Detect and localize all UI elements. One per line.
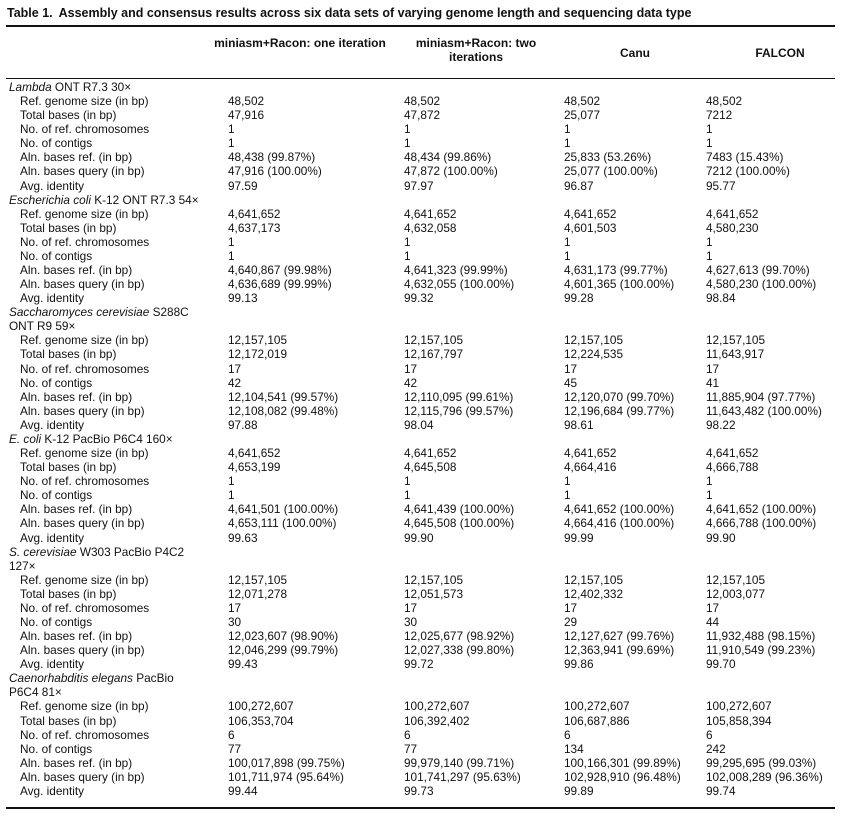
table-caption xyxy=(7,5,691,21)
metric-label: Aln. bases ref. (in bp) xyxy=(20,389,133,404)
table-cell: 12,196,684 (99.77%) xyxy=(564,403,675,418)
metric-label: Avg. identity xyxy=(20,783,85,798)
table-cell: 7483 (15.43%) xyxy=(706,150,784,165)
table-cell: 17 xyxy=(706,600,720,615)
metric-label: Ref. genome size (in bp) xyxy=(20,572,149,587)
metric-label: Ref. genome size (in bp) xyxy=(20,333,149,348)
table-cell: 99,295,695 (99.03%) xyxy=(706,755,817,770)
table-cell: 11,643,482 (100.00%) xyxy=(706,403,822,418)
dataset-title-rest: ONT R7.3 30× xyxy=(51,80,132,94)
species-name: Escherichia coli xyxy=(9,192,91,207)
top-rule xyxy=(6,25,835,27)
dataset-title xyxy=(9,319,75,333)
table-cell: 4,645,508 (100.00%) xyxy=(404,516,515,531)
table-cell: 25,077 xyxy=(564,108,601,123)
table-row xyxy=(0,263,842,277)
dataset-title-row xyxy=(0,319,842,333)
dataset-title-rest: ONT R9 59× xyxy=(9,319,76,334)
table-cell: 4,637,173 xyxy=(228,220,281,235)
metric-label: No. of contigs xyxy=(20,614,93,629)
table-cell: 30 xyxy=(404,614,418,629)
table-row xyxy=(0,347,842,361)
column-header-miniasm-one: miniasm+Racon: one iteration xyxy=(214,36,386,50)
table-cell: 1 xyxy=(564,248,571,263)
table-row xyxy=(0,221,842,235)
metric-label: Avg. identity xyxy=(20,657,85,672)
metric-label: No. of contigs xyxy=(20,488,93,503)
table-cell: 47,872 xyxy=(404,108,441,123)
table-cell: 4,641,652 (100.00%) xyxy=(564,502,675,517)
table-row xyxy=(0,756,842,770)
metric-label: Aln. bases query (in bp) xyxy=(20,643,145,658)
table-cell: 4,640,867 (99.98%) xyxy=(228,263,332,278)
table-cell: 12,157,105 xyxy=(228,333,288,348)
table-cell: 4,641,652 xyxy=(706,446,759,461)
species-name: Saccharomyces cerevisiae xyxy=(9,305,150,320)
table-row xyxy=(0,207,842,221)
table-cell: 99,979,140 (99.71%) xyxy=(404,755,515,770)
table-cell: 106,392,402 xyxy=(404,713,470,728)
table-row xyxy=(0,601,842,615)
table-cell: 4,641,652 xyxy=(228,206,281,221)
metric-label: No. of contigs xyxy=(20,136,93,151)
table-cell: 6 xyxy=(706,727,713,742)
table-body xyxy=(0,80,842,798)
table-cell: 12,071,278 xyxy=(228,586,288,601)
dataset-title xyxy=(9,559,36,573)
metric-label: Aln. bases query (in bp) xyxy=(20,403,145,418)
table-cell: 12,108,082 (99.48%) xyxy=(228,403,339,418)
table-row xyxy=(0,404,842,418)
table-cell: 4,641,652 xyxy=(228,446,281,461)
table-cell: 12,120,070 (99.70%) xyxy=(564,389,675,404)
table-cell: 17 xyxy=(228,600,242,615)
table-cell: 41 xyxy=(706,375,720,390)
table-cell: 99.73 xyxy=(404,783,434,798)
metric-label: Total bases (in bp) xyxy=(20,108,117,123)
table-row xyxy=(0,446,842,460)
table-row xyxy=(0,150,842,164)
dataset-title xyxy=(9,545,184,559)
table-cell: 1 xyxy=(564,122,571,137)
metric-label: No. of contigs xyxy=(20,248,93,263)
table-cell: 4,641,501 (100.00%) xyxy=(228,502,339,517)
metric-label: No. of ref. chromosomes xyxy=(20,727,150,742)
table-cell: 1 xyxy=(564,474,571,489)
species-name: Caenorhabditis elegans xyxy=(9,671,133,686)
table-cell: 4,636,689 (99.99%) xyxy=(228,277,332,292)
table-cell: 25,833 (53.26%) xyxy=(564,150,652,165)
table-row xyxy=(0,179,842,193)
table-cell: 12,027,338 (99.80%) xyxy=(404,643,515,658)
table-cell: 48,438 (99.87%) xyxy=(228,150,316,165)
table-cell: 4,641,652 xyxy=(564,446,617,461)
table-row xyxy=(0,122,842,136)
table-cell: 106,353,704 xyxy=(228,713,294,728)
table-row xyxy=(0,784,842,798)
metric-label: Ref. genome size (in bp) xyxy=(20,446,149,461)
table-row xyxy=(0,502,842,516)
dataset-title-row xyxy=(0,559,842,573)
table-cell: 12,046,299 (99.79%) xyxy=(228,643,339,658)
dataset-title-row xyxy=(0,545,842,559)
table-row xyxy=(0,362,842,376)
metric-label: Ref. genome size (in bp) xyxy=(20,94,149,109)
table-cell: 48,434 (99.86%) xyxy=(404,150,492,165)
table-row xyxy=(0,376,842,390)
table-cell: 42 xyxy=(228,375,242,390)
dataset-title xyxy=(9,80,131,94)
table-cell: 1 xyxy=(404,122,411,137)
table-cell: 99.72 xyxy=(404,657,434,672)
table-cell: 1 xyxy=(228,234,235,249)
table-cell: 99.89 xyxy=(564,783,594,798)
table-cell: 11,885,904 (97.77%) xyxy=(706,389,816,404)
metric-label: No. of contigs xyxy=(20,375,93,390)
table-cell: 98.22 xyxy=(706,417,736,432)
table-cell: 4,664,416 (100.00%) xyxy=(564,516,675,531)
table-cell: 4,666,788 xyxy=(706,460,759,475)
metric-label: No. of ref. chromosomes xyxy=(20,600,150,615)
table-cell: 12,157,105 xyxy=(564,572,624,587)
table-cell: 17 xyxy=(706,361,720,376)
dataset-title xyxy=(9,685,62,699)
table-cell: 99.86 xyxy=(564,657,594,672)
table-cell: 1 xyxy=(564,488,571,503)
table-cell: 48,502 xyxy=(564,94,601,109)
table-row xyxy=(0,474,842,488)
table-cell: 4,664,416 xyxy=(564,460,617,475)
table-cell: 99.44 xyxy=(228,783,258,798)
metric-label: Aln. bases ref. (in bp) xyxy=(20,755,133,770)
table-cell: 1 xyxy=(404,234,411,249)
table-cell: 1 xyxy=(228,248,235,263)
metric-label: Ref. genome size (in bp) xyxy=(20,206,149,221)
dataset-title-row xyxy=(0,671,842,685)
metric-label: Total bases (in bp) xyxy=(20,347,117,362)
table-cell: 1 xyxy=(706,488,713,503)
table-cell: 99.90 xyxy=(404,530,434,545)
table-cell: 47,916 xyxy=(228,108,265,123)
dataset-title-rest: P6C4 81× xyxy=(9,685,62,700)
table-cell: 12,167,797 xyxy=(404,347,464,362)
table-cell: 25,077 (100.00%) xyxy=(564,164,658,179)
table-row xyxy=(0,418,842,432)
table-row xyxy=(0,235,842,249)
table-cell: 1 xyxy=(706,474,713,489)
table-cell: 4,641,652 xyxy=(404,446,457,461)
table-cell: 100,272,607 xyxy=(706,699,772,714)
dataset-title xyxy=(9,432,173,446)
table-cell: 42 xyxy=(404,375,418,390)
table-cell: 1 xyxy=(564,234,571,249)
table-cell: 6 xyxy=(564,727,571,742)
table-cell: 12,157,105 xyxy=(706,333,766,348)
table-cell: 99.32 xyxy=(404,291,434,306)
table-cell: 102,008,289 (96.36%) xyxy=(706,769,823,784)
table-cell: 99.28 xyxy=(564,291,594,306)
table-cell: 45 xyxy=(564,375,578,390)
dataset-title-row xyxy=(0,80,842,94)
table-cell: 4,627,613 (99.70%) xyxy=(706,263,810,278)
metric-label: No. of ref. chromosomes xyxy=(20,122,150,137)
dataset-title-rest: W303 PacBio P4C2 xyxy=(76,544,185,559)
table-cell: 1 xyxy=(228,488,235,503)
table-cell: 4,631,173 (99.77%) xyxy=(564,263,668,278)
metric-label: No. of contigs xyxy=(20,741,93,756)
metric-label: Aln. bases ref. (in bp) xyxy=(20,150,133,165)
table-cell: 4,601,365 (100.00%) xyxy=(564,277,675,292)
column-header-miniasm-two: miniasm+Racon: two iterations xyxy=(415,36,537,64)
table-cell: 98.61 xyxy=(564,417,594,432)
table-cell: 11,910,549 (99.23%) xyxy=(706,643,816,658)
table-cell: 1 xyxy=(228,474,235,489)
dataset-title-row xyxy=(0,305,842,319)
table-cell: 17 xyxy=(404,361,418,376)
species-name: Lambda xyxy=(9,80,52,94)
metric-label: Total bases (in bp) xyxy=(20,713,117,728)
metric-label: Aln. bases query (in bp) xyxy=(20,769,145,784)
dataset-title xyxy=(9,193,199,207)
table-row xyxy=(0,291,842,305)
table-row xyxy=(0,277,842,291)
table-cell: 100,272,607 xyxy=(564,699,630,714)
metric-label: Aln. bases query (in bp) xyxy=(20,164,145,179)
table-cell: 1 xyxy=(564,136,571,151)
table-cell: 4,641,652 xyxy=(564,206,617,221)
table-row xyxy=(0,94,842,108)
table-cell: 17 xyxy=(564,361,578,376)
table-cell: 12,051,573 xyxy=(404,586,464,601)
dataset-title-row xyxy=(0,432,842,446)
table-cell: 12,157,105 xyxy=(706,572,766,587)
table-cell: 4,641,652 xyxy=(404,206,457,221)
table-row xyxy=(0,164,842,178)
metric-label: Avg. identity xyxy=(20,178,85,193)
metric-label: Aln. bases ref. (in bp) xyxy=(20,629,133,644)
table-row xyxy=(0,333,842,347)
table-cell: 1 xyxy=(706,248,713,263)
bottom-rule xyxy=(6,807,835,809)
table-cell: 77 xyxy=(404,741,418,756)
table-cell: 97.97 xyxy=(404,178,434,193)
table-row xyxy=(0,657,842,671)
table-cell: 4,641,323 (99.99%) xyxy=(404,263,508,278)
table-cell: 12,157,105 xyxy=(404,572,464,587)
metric-label: No. of ref. chromosomes xyxy=(20,361,150,376)
table-cell: 4,641,439 (100.00%) xyxy=(404,502,515,517)
table-row xyxy=(0,390,842,404)
table-row xyxy=(0,460,842,474)
table-cell: 48,502 xyxy=(228,94,265,109)
table-row xyxy=(0,699,842,713)
table-cell: 4,632,055 (100.00%) xyxy=(404,277,515,292)
table-row xyxy=(0,516,842,530)
table-cell: 11,643,917 xyxy=(706,347,765,362)
table-cell: 99.90 xyxy=(706,530,736,545)
table-cell: 105,858,394 xyxy=(706,713,772,728)
table-cell: 99.63 xyxy=(228,530,258,545)
column-header-falcon: FALCON xyxy=(755,46,805,60)
table-cell: 7212 (100.00%) xyxy=(706,164,790,179)
table-cell: 6 xyxy=(404,727,411,742)
table-row xyxy=(0,742,842,756)
table-cell: 1 xyxy=(228,136,235,151)
table-cell: 98.84 xyxy=(706,291,736,306)
table-row xyxy=(0,770,842,784)
dataset-title-rest: K-12 PacBio P6C4 160× xyxy=(41,431,173,446)
dataset-title xyxy=(9,305,189,319)
table-cell: 17 xyxy=(564,600,578,615)
table-cell: 17 xyxy=(228,361,242,376)
table-row xyxy=(0,488,842,502)
table-cell: 1 xyxy=(706,234,713,249)
table-row xyxy=(0,249,842,263)
table-cell: 4,601,503 xyxy=(564,220,617,235)
table-cell: 17 xyxy=(404,600,418,615)
table-cell: 12,157,105 xyxy=(228,572,288,587)
table-cell: 99.74 xyxy=(706,783,736,798)
metric-label: No. of ref. chromosomes xyxy=(20,234,150,249)
table-cell: 4,653,111 (100.00%) xyxy=(228,516,337,531)
table-cell: 1 xyxy=(706,122,713,137)
table-cell: 102,928,910 (96.48%) xyxy=(564,769,681,784)
table-cell: 96.87 xyxy=(564,178,594,193)
table-cell: 4,641,652 xyxy=(706,206,759,221)
table-cell: 97.88 xyxy=(228,417,258,432)
table-cell: 47,872 (100.00%) xyxy=(404,164,498,179)
table-row xyxy=(0,728,842,742)
table-row xyxy=(0,629,842,643)
table-cell: 48,502 xyxy=(404,94,441,109)
table-cell: 7212 xyxy=(706,108,733,123)
table-row xyxy=(0,573,842,587)
table-cell: 1 xyxy=(404,474,411,489)
metric-label: Aln. bases ref. (in bp) xyxy=(20,502,133,517)
table-cell: 106,687,886 xyxy=(564,713,630,728)
table-cell: 100,166,301 (99.89%) xyxy=(564,755,681,770)
dataset-title-rest: 127× xyxy=(9,558,36,573)
metric-label: Avg. identity xyxy=(20,291,85,306)
dataset-title-row xyxy=(0,685,842,699)
table-cell: 4,666,788 (100.00%) xyxy=(706,516,817,531)
metric-label: Avg. identity xyxy=(20,417,85,432)
table-cell: 99.43 xyxy=(228,657,258,672)
table-cell: 1 xyxy=(706,136,713,151)
metric-label: Ref. genome size (in bp) xyxy=(20,699,149,714)
table-cell: 6 xyxy=(228,727,235,742)
table-caption-text: Assembly and consensus results across six data sets of varying genome length and sequencing data type xyxy=(58,6,692,20)
table-cell: 4,641,652 (100.00%) xyxy=(706,502,817,517)
table-row xyxy=(0,531,842,545)
table-cell: 44 xyxy=(706,614,720,629)
table-cell: 95.77 xyxy=(706,178,736,193)
metric-label: Total bases (in bp) xyxy=(20,220,117,235)
table-cell: 12,025,677 (98.92%) xyxy=(404,629,515,644)
table-cell: 1 xyxy=(404,248,411,263)
table-row xyxy=(0,108,842,122)
species-name: S. cerevisiae xyxy=(9,544,77,559)
table-cell: 48,502 xyxy=(706,94,743,109)
table-cell: 101,711,974 (95.64%) xyxy=(228,769,344,784)
metric-label: Total bases (in bp) xyxy=(20,460,117,475)
dataset-title-rest: K-12 ONT R7.3 54× xyxy=(90,192,199,207)
table-cell: 12,402,332 xyxy=(564,586,624,601)
table-cell: 134 xyxy=(564,741,584,756)
table-cell: 99.70 xyxy=(706,657,736,672)
table-cell: 4,653,199 xyxy=(228,460,281,475)
dataset-title-rest: PacBio xyxy=(132,671,174,686)
table-cell: 47,916 (100.00%) xyxy=(228,164,322,179)
dataset-title-rest: S288C xyxy=(149,305,189,320)
table-cell: 101,741,297 (95.63%) xyxy=(404,769,521,784)
species-name: E. coli xyxy=(9,431,42,446)
table-cell: 98.04 xyxy=(404,417,434,432)
metric-label: Avg. identity xyxy=(20,530,85,545)
table-cell: 12,023,607 (98.90%) xyxy=(228,629,339,644)
table-cell: 4,580,230 xyxy=(706,220,759,235)
metric-label: Total bases (in bp) xyxy=(20,586,117,601)
table-cell: 12,003,077 xyxy=(706,586,766,601)
table-cell: 12,157,105 xyxy=(564,333,624,348)
table-cell: 97.59 xyxy=(228,178,258,193)
table-cell: 30 xyxy=(228,614,242,629)
header-rule xyxy=(6,78,835,79)
table-cell: 99.13 xyxy=(228,291,258,306)
table-cell: 100,272,607 xyxy=(404,699,470,714)
table-cell: 11,932,488 (98.15%) xyxy=(706,629,816,644)
table-cell: 1 xyxy=(404,488,411,503)
table-cell: 1 xyxy=(228,122,235,137)
table-cell: 12,104,541 (99.57%) xyxy=(228,389,339,404)
table-row xyxy=(0,136,842,150)
column-header-canu: Canu xyxy=(620,46,650,60)
table-row xyxy=(0,587,842,601)
table-cell: 29 xyxy=(564,614,578,629)
table-cell: 77 xyxy=(228,741,242,756)
table-cell: 12,172,019 xyxy=(228,347,288,362)
metric-label: Aln. bases ref. (in bp) xyxy=(20,263,133,278)
table-cell: 100,017,898 (99.75%) xyxy=(228,755,345,770)
dataset-title-row xyxy=(0,193,842,207)
table-cell: 1 xyxy=(404,136,411,151)
table-cell: 4,645,508 xyxy=(404,460,457,475)
metric-label: Aln. bases query (in bp) xyxy=(20,277,145,292)
table-cell: 100,272,607 xyxy=(228,699,294,714)
table-cell: 12,127,627 (99.76%) xyxy=(564,629,675,644)
table-cell: 242 xyxy=(706,741,726,756)
table-cell: 4,632,058 xyxy=(404,220,457,235)
table-row xyxy=(0,714,842,728)
table-label: Table 1. xyxy=(7,6,53,20)
metric-label: No. of ref. chromosomes xyxy=(20,474,150,489)
metric-label: Aln. bases query (in bp) xyxy=(20,516,145,531)
table-row xyxy=(0,643,842,657)
table-cell: 4,580,230 (100.00%) xyxy=(706,277,817,292)
table-row xyxy=(0,615,842,629)
table-cell: 12,157,105 xyxy=(404,333,464,348)
table-cell: 12,363,941 (99.69%) xyxy=(564,643,675,658)
table-cell: 99.99 xyxy=(564,530,594,545)
table-cell: 12,224,535 xyxy=(564,347,624,362)
table-cell: 12,115,796 (99.57%) xyxy=(404,403,514,418)
dataset-title xyxy=(9,671,174,685)
table-cell: 12,110,095 (99.61%) xyxy=(404,389,514,404)
